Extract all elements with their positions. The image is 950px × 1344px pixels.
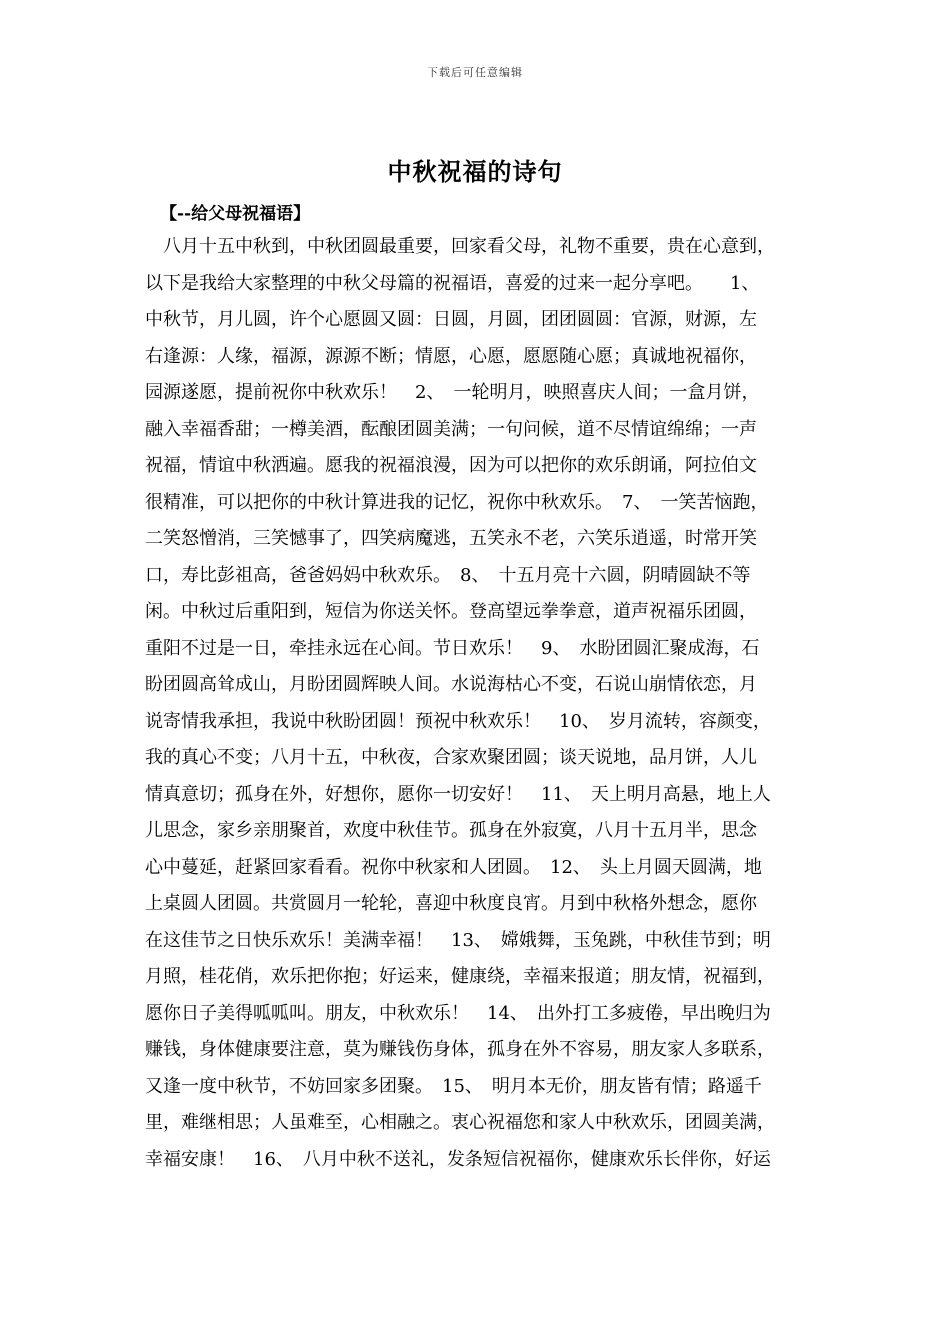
text-line: 祝福，情谊中秋洒遍。愿我的祝福浪漫，因为可以把你的欢乐朗诵，阿拉伯文	[145, 455, 757, 476]
text-line: 口，寿比彭祖高，爸爸妈妈中秋欢乐。 8、 十五月亮十六圆，阴晴圆缺不等	[145, 564, 751, 586]
text-line: 很精准，可以把你的中秋计算进我的记忆，祝你中秋欢乐。 7、 一笑苦恼跑，	[145, 491, 769, 513]
page-title: 中秋祝福的诗句	[387, 157, 563, 186]
text-line: 二笑怒憎消，三笑憾事了，四笑病魔逃，五笑永不老，六笑乐逍遥，时常开笑	[145, 528, 757, 549]
text-line: 赚钱，身体健康要注意，莫为赚钱伤身体，孤身在外不容易，朋友家人多联系，	[145, 1039, 775, 1060]
text-line: 盼团圆高耸成山，月盼团圆辉映人间。水说海枯心不变，石说山崩情依恋，月	[145, 674, 757, 695]
text-line: 里，难继相思；人虽难至，心相融之。衷心祝福您和家人中秋欢乐，团圆美满，	[145, 1112, 775, 1133]
text-line: 在这佳节之日快乐欢乐！美满幸福！ 13、 嫦娥舞，玉兔跳，中秋佳节到；明	[145, 929, 771, 951]
text-line: 以下是我给大家整理的中秋父母篇的祝福语，喜爱的过来一起分享吧。 1、	[145, 272, 760, 294]
text-line: 中秋节，月儿圆，许个心愿圆又圆：日圆，月圆，团团圆圆：官源，财源，左	[145, 309, 757, 330]
text-line: 幸福安康！ 16、 八月中秋不送礼，发条短信祝福你，健康欢乐长伴你，好运	[145, 1148, 771, 1170]
text-line: 右逢源：人缘，福源，源源不断；情愿，心愿，愿愿随心愿；真诚地祝福你，	[145, 345, 757, 367]
text-line: 上桌圆人团圆。共赏圆月一轮轮，喜迎中秋度良宵。月到中秋格外想念，愿你	[145, 893, 757, 914]
body-paragraph	[145, 229, 805, 1178]
header-note: 下载后可任意编辑	[427, 66, 523, 79]
section-label: 【--给父母祝福语】	[160, 204, 311, 224]
text-line: 心中蔓延，赶紧回家看看。祝你中秋家和人团圆。 12、 头上月圆天圆满，地	[145, 856, 762, 878]
text-line: 闲。中秋过后重阳到，短信为你送关怀。登高望远拳拳意，道声祝福乐团圆，	[145, 601, 757, 622]
text-line: 情真意切；孤身在外，好想你，愿你一切安好！ 11、 天上明月高悬，地上人	[145, 783, 771, 805]
text-line: 又逢一度中秋节，不妨回家多团聚。 15、 明月本无价，朋友皆有情；路遥千	[145, 1075, 762, 1097]
text-line: 愿你日子美得呱呱叫。朋友，中秋欢乐！ 14、 出外打工多疲倦，早出晚归为	[145, 1002, 771, 1024]
text-line: 月照，桂花俏，欢乐把你抱；好运来，健康绕，幸福来报道；朋友情，祝福到，	[145, 966, 775, 987]
text-line: 儿思念，家乡亲朋聚首，欢度中秋佳节。孤身在外寂寞，八月十五月半，思念	[145, 820, 757, 841]
text-line: 八月十五中秋到，中秋团圆最重要，回家看父母，礼物不重要，贵在心意到，	[145, 236, 775, 257]
text-line: 我的真心不变；八月十五，中秋夜，合家欢聚团圆；谈天说地，品月饼，人儿	[145, 747, 757, 768]
text-line: 融入幸福香甜；一樽美酒，酝酿团圆美满；一句问候，道不尽情谊绵绵；一声	[145, 418, 757, 440]
text-line: 说寄情我承担，我说中秋盼团圆！预祝中秋欢乐！ 10、 岁月流转，容颜变，	[145, 710, 771, 732]
text-line: 园源遂愿，提前祝你中秋欢乐！ 2、 一轮明月，映照喜庆人间；一盒月饼，	[145, 382, 760, 403]
text-line: 重阳不过是一日，牵挂永远在心间。节日欢乐！ 9、 水盼团圆汇聚成海，石	[145, 637, 760, 659]
